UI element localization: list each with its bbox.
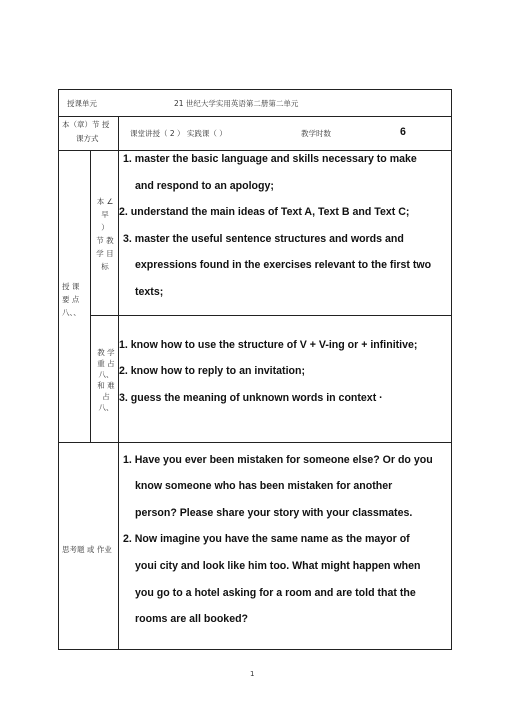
course-unit-value: 21 世纪大学实用英语第二册第二单元 [174,99,299,108]
objectives-label-line: 节 教 [96,236,114,245]
teaching-points-label-line: 授 课 [62,282,80,291]
keypoints-label-line: 和 难 [97,381,115,390]
objective-line: expressions found in the exercises relevant to the first two [135,259,432,271]
table-border-left [58,89,59,650]
objectives-label-line: 学 目 [96,249,114,258]
teaching-method-label-line1: 本（章）节 授 [62,120,110,129]
keypoints-label-line: 占 [102,392,110,401]
teaching-method-label-line2: 课方式 [76,134,99,143]
row-divider-inner [90,315,452,316]
teaching-points-label [62,280,88,319]
objective-line: 1. master the basic language and skills necessary to make [123,153,417,165]
objective-line: 3. master the useful sentence structures and words and [123,233,404,245]
keypoints-label-line: 重 占 [97,359,115,368]
objectives-label-line: 本 ∠ [96,197,114,206]
page-number: 1 [250,670,255,678]
homework-label: 思考题 或 作业 [62,545,112,554]
teaching-hours-value: 6 [400,126,406,138]
question-line: person? Please share your story with your classmates. [135,507,413,519]
question-line: you go to a hotel asking for a room and are told that the [135,587,416,599]
question-line: 2. Now imagine you have the same name as the mayor of [123,533,410,545]
objectives-label-line: 早 [101,210,109,219]
course-unit-label: 授课单元 [67,99,97,108]
question-line: 1. Have you ever been mistaken for someone else? Or do you [123,454,433,466]
table-border-right [451,89,452,650]
keypoint-line: 1. know how to use the structure of V + V-ing or + infinitive; [119,339,418,351]
teaching-points-label-line: 要 点 [62,295,80,304]
teaching-points-label-line: 八、、 [62,308,81,317]
question-line: rooms are all booked? [135,613,249,625]
keypoints-label-line: 八、 [98,403,114,412]
objective-line: texts; [135,286,164,298]
objective-line: and respond to an apology; [135,180,274,192]
question-line: know someone who has been mistaken for another [135,480,393,492]
keypoints-label [94,347,118,413]
keypoints-label-line: 八、 [98,370,114,379]
keypoints-label-line: 教 学 [97,348,115,357]
objectives-label-line: ） [101,223,109,232]
keypoint-line: 3. guess the meaning of unknown words in context · [119,392,383,404]
col-divider-main [118,116,119,650]
teaching-method-value: 课堂讲授（ 2 ） 实践课（ ） [130,129,227,138]
question-line: youi city and look like him too. What might happen when [135,560,421,572]
teaching-hours-label: 教学时数 [301,129,331,138]
table-border-top [58,89,452,90]
objectives-label-line: 标 [101,262,109,271]
keypoint-line: 2. know how to reply to an invitation; [119,365,305,377]
col-divider-sub [90,150,91,442]
objective-line: 2. understand the main ideas of Text A, Text B and Text C; [119,206,410,218]
objectives-label [92,195,118,273]
